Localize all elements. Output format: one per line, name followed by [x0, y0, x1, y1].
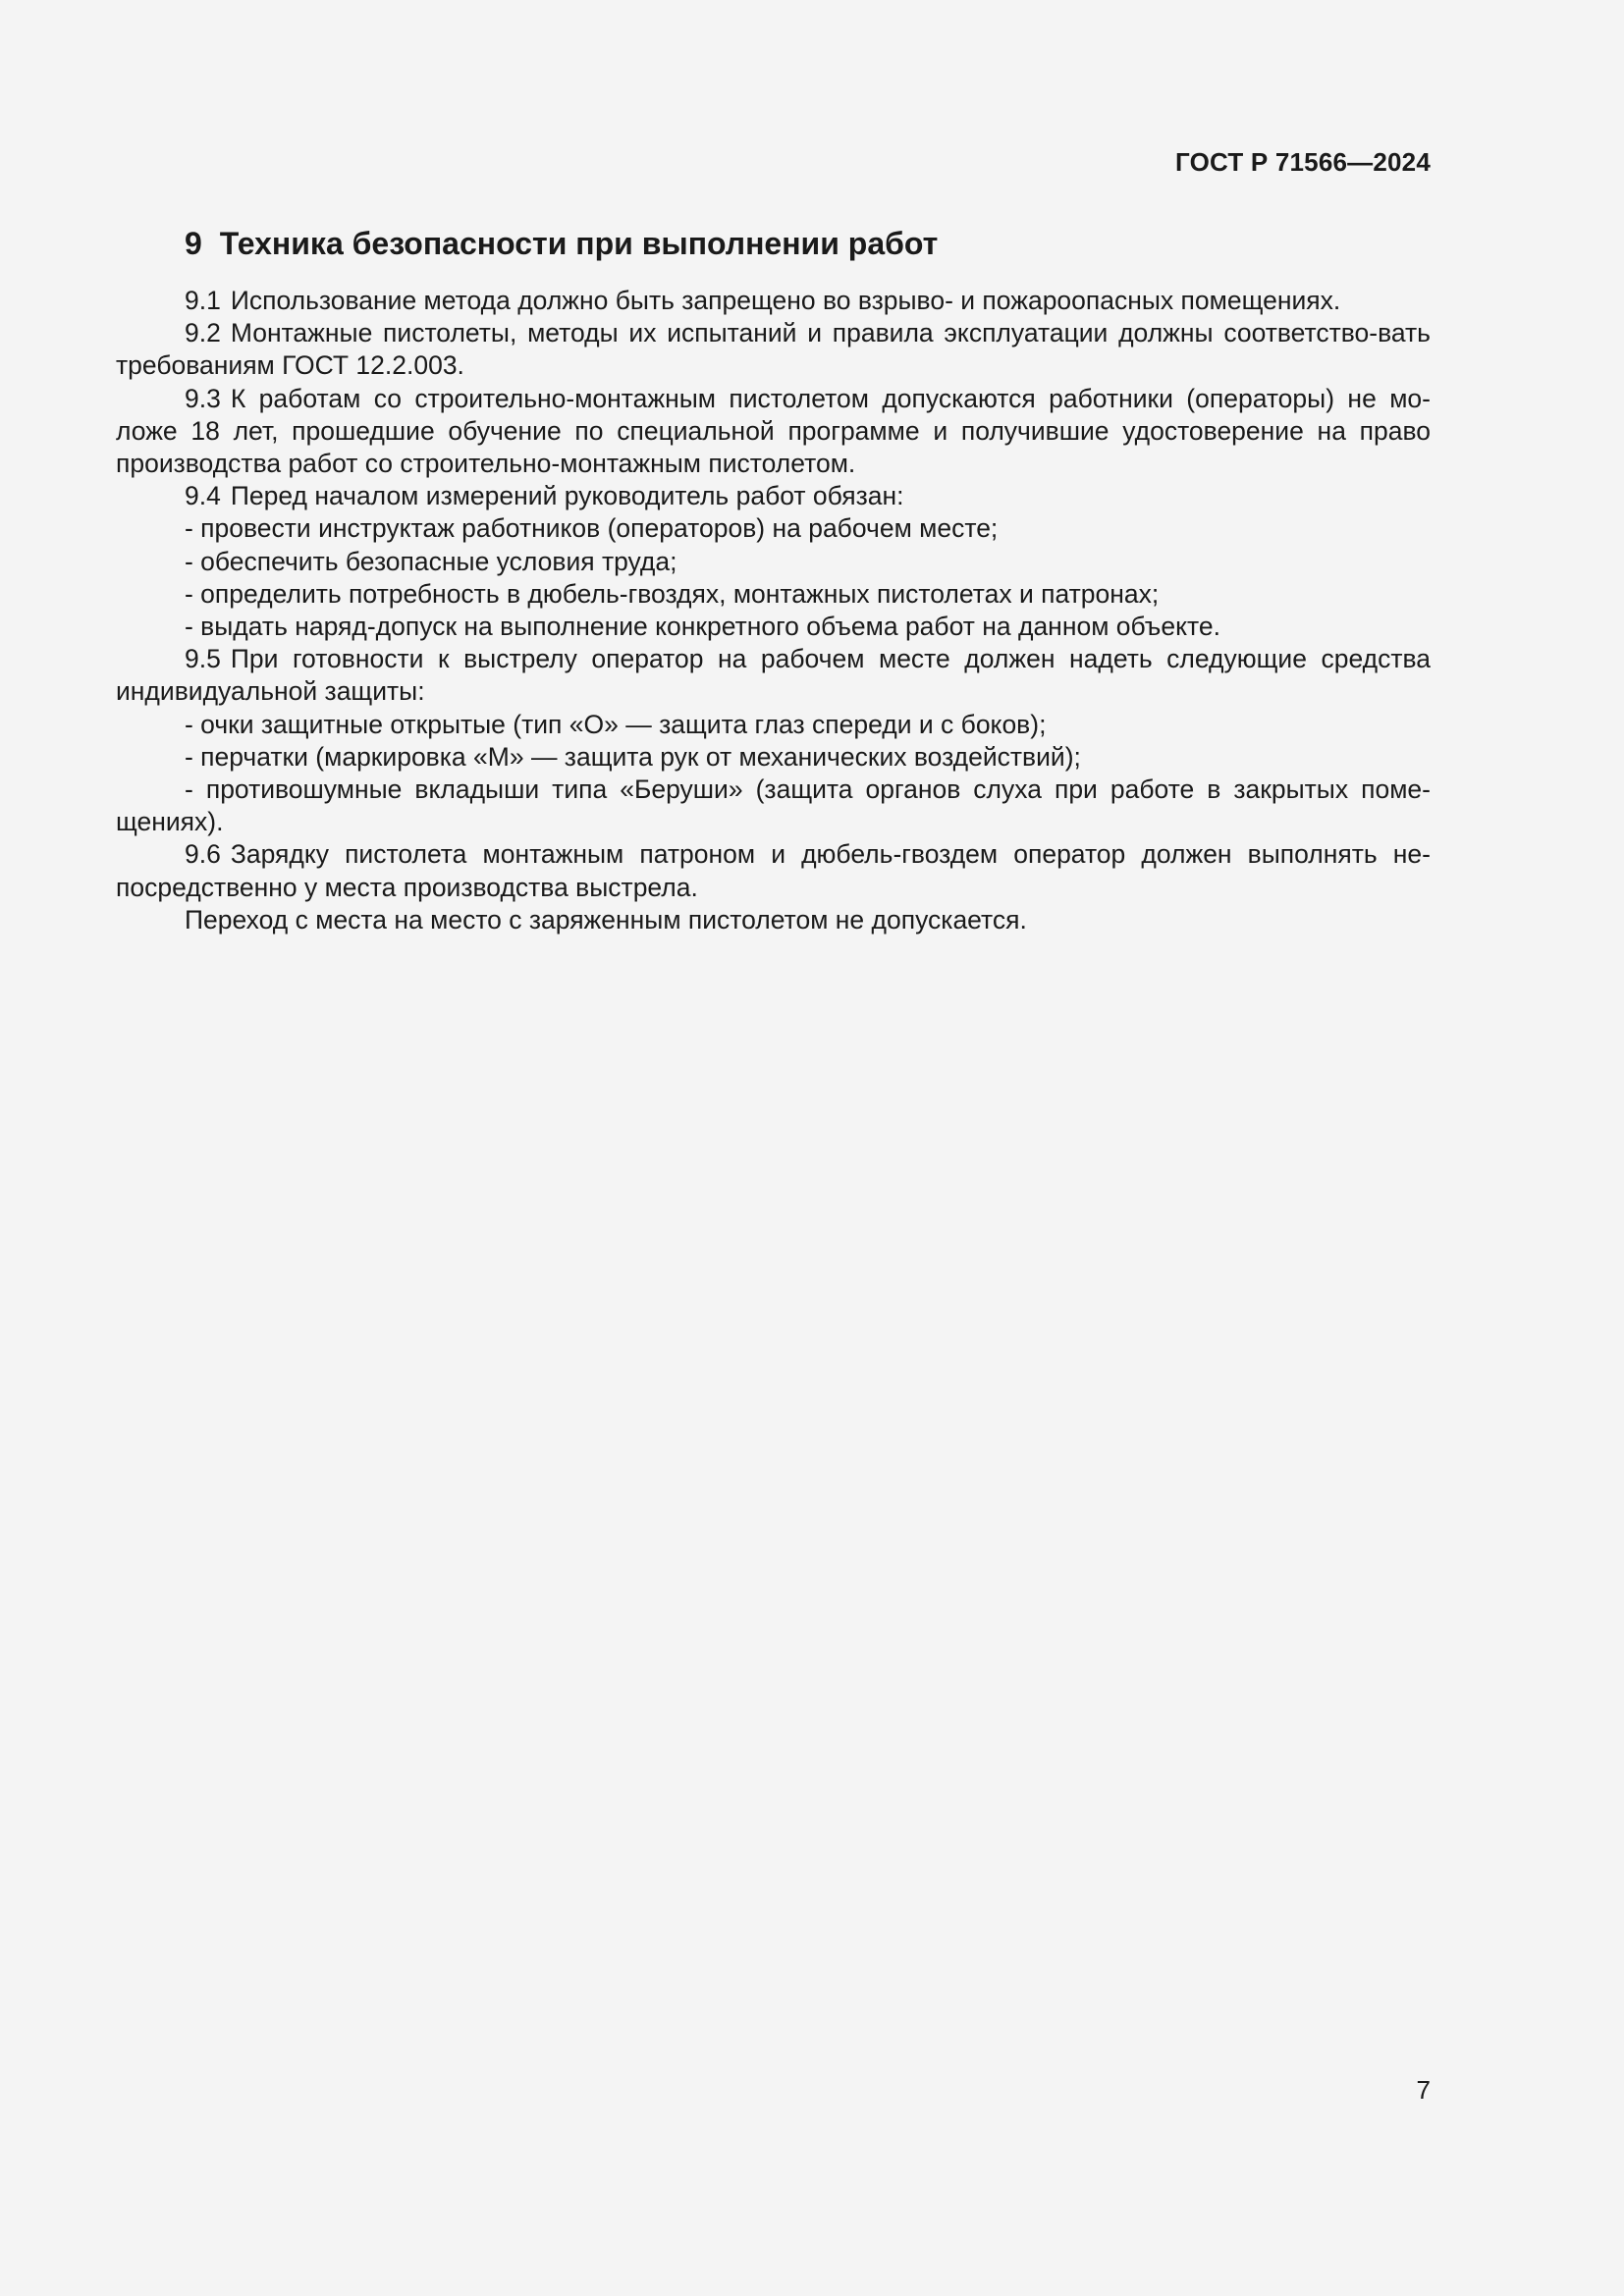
section-number: 9 [185, 226, 202, 261]
clause-9-6-extra: Переход с места на место с заряженным пистолетом не допускается. [185, 904, 1027, 934]
clause-text: Перед началом измерений руководитель работ обязан: [230, 481, 904, 511]
section-title: Техника безопасности при выполнении работ [219, 226, 939, 261]
list-item: - очки защитные открытые (тип «О» — защита глаз спереди и с боков); [185, 709, 1047, 739]
clause-text: К работам со строительно-монтажным пистолетом допускаются работники (операторы) не мо-ложе 18 лет, прошедшие обучение по специальной программе и получившие удостоверение на право производства работ со строительно-монтажным пистолетом. [116, 383, 1431, 479]
list-item: - выдать наряд-допуск на выполнение конкретного объема работ на данном объекте. [185, 612, 1220, 642]
clause-text: При готовности к выстрелу оператор на рабочем месте должен надеть следующие средства индивидуальной защиты: [116, 644, 1431, 707]
list-item: - обеспечить безопасные условия труда; [185, 546, 677, 576]
clause-9-4 [116, 480, 1431, 512]
clause-number: 9.5 [185, 644, 221, 674]
clause-number: 9.2 [185, 318, 221, 348]
section-heading [185, 224, 938, 263]
list-item: - противошумные вкладыши типа «Беруши» (защита органов слуха при работе в закрытых поме-щениях). [116, 774, 1431, 837]
clause-9-3 [116, 383, 1431, 481]
clause-text: Зарядку пистолета монтажным патроном и дюбель-гвоздем оператор должен выполнять не-посредственно у места производства выстрела. [116, 839, 1431, 902]
clause-9-1 [116, 285, 1431, 317]
clause-9-5 [116, 643, 1431, 708]
clause-number: 9.6 [185, 839, 221, 870]
clause-text: Использование метода должно быть запрещено во взрыво- и пожароопасных помещениях. [230, 286, 1341, 315]
clause-text: Монтажные пистолеты, методы их испытаний и правила эксплуатации должны соответство-вать требованиям ГОСТ 12.2.003. [116, 318, 1431, 381]
clause-9-2 [116, 317, 1431, 382]
page-number: 7 [1416, 2075, 1431, 2105]
clause-9-6 [116, 838, 1431, 903]
list-item: - перчатки (маркировка «М» — защита рук от механических воздействий); [185, 741, 1081, 772]
clause-number: 9.3 [185, 383, 221, 413]
section-body [116, 285, 1431, 936]
clause-number: 9.4 [185, 481, 221, 511]
list-item: - провести инструктаж работников (операторов) на рабочем месте; [185, 513, 999, 544]
list-item: - определить потребность в дюбель-гвоздях, монтажных пистолетах и патронах; [185, 578, 1160, 609]
clause-number: 9.1 [185, 286, 221, 315]
document-code-header: ГОСТ Р 71566—2024 [1175, 147, 1431, 177]
